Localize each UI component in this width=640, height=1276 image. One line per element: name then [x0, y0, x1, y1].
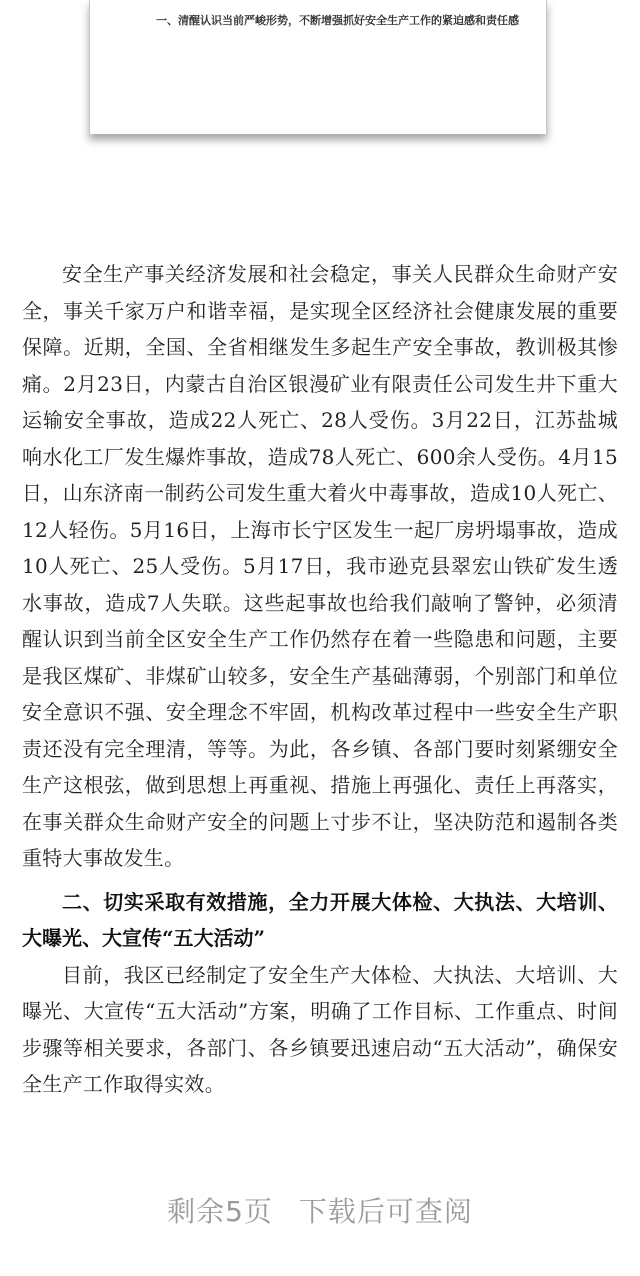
body-paragraph-1: 安全生产事关经济发展和社会稳定，事关人民群众生命财产安全，事关千家万户和谐幸福，是实现全区经济社会健康发展的重要保障。近期，全国、全省相继发生多起生产安全事故，教训极其惨痛。2月23日，内蒙古自治区银漫矿业有限责任公司发生井下重大运输安全事故，造成22人死亡、28人受伤。3月22日，江苏盐城响水化工厂发生爆炸事故，造成78人死亡、600余人受伤。4月15日，山东济南一制药公司发生重大着火中毒事故，造成10人死亡、12人轻伤。5月16日，上海市长宁区发生一起厂房坍塌事故，造成10人死亡、25人受伤。5月17日，我市逊克县翠宏山铁矿发生透水事故，造成7人失联。这些起事故也给我们敲响了警钟，必须清醒认识到当前全区安全生产工作仍然存在着一些隐患和问题，主要是我区煤矿、非煤矿山较多，安全生产基础薄弱，个别部门和单位安全意识不强、安全理念不牢固，机构改革过程中一些安全生产职责还没有完全理清，等等。为此，各乡镇、各部门要时刻紧绷安全生产这根弦，做到思想上再重视、措施上再强化、责任上再落实，在事关群众生命财产安全的问题上寸步不让，坚决防范和遏制各类重特大事故发生。 — [22, 262, 618, 870]
remaining-pages-label: 剩余5页 — [167, 1195, 273, 1228]
remaining-pages-prompt[interactable] — [0, 1190, 640, 1230]
previous-page-preview — [89, 0, 547, 134]
section-2-heading: 二、切实采取有效措施，全力开展大体检、大执法、大培训、大曝光、大宣传“五大活动” — [22, 889, 618, 950]
body-paragraph-2: 目前，我区已经制定了安全生产大体检、大执法、大培训、大曝光、大宣传“五大活动”方案，明确了工作目标、工作重点、时间步骤等相关要求，各部门、各乡镇要迅速启动“五大活动”，确保安全生产工作取得实效。 — [22, 962, 618, 1096]
preview-section-heading: 一、清醒认识当前严峻形势，不断增强抓好安全生产工作的紧迫感和责任感 — [156, 14, 519, 27]
document-body — [22, 256, 618, 1103]
download-to-view-label: 下载后可查阅 — [298, 1195, 473, 1228]
